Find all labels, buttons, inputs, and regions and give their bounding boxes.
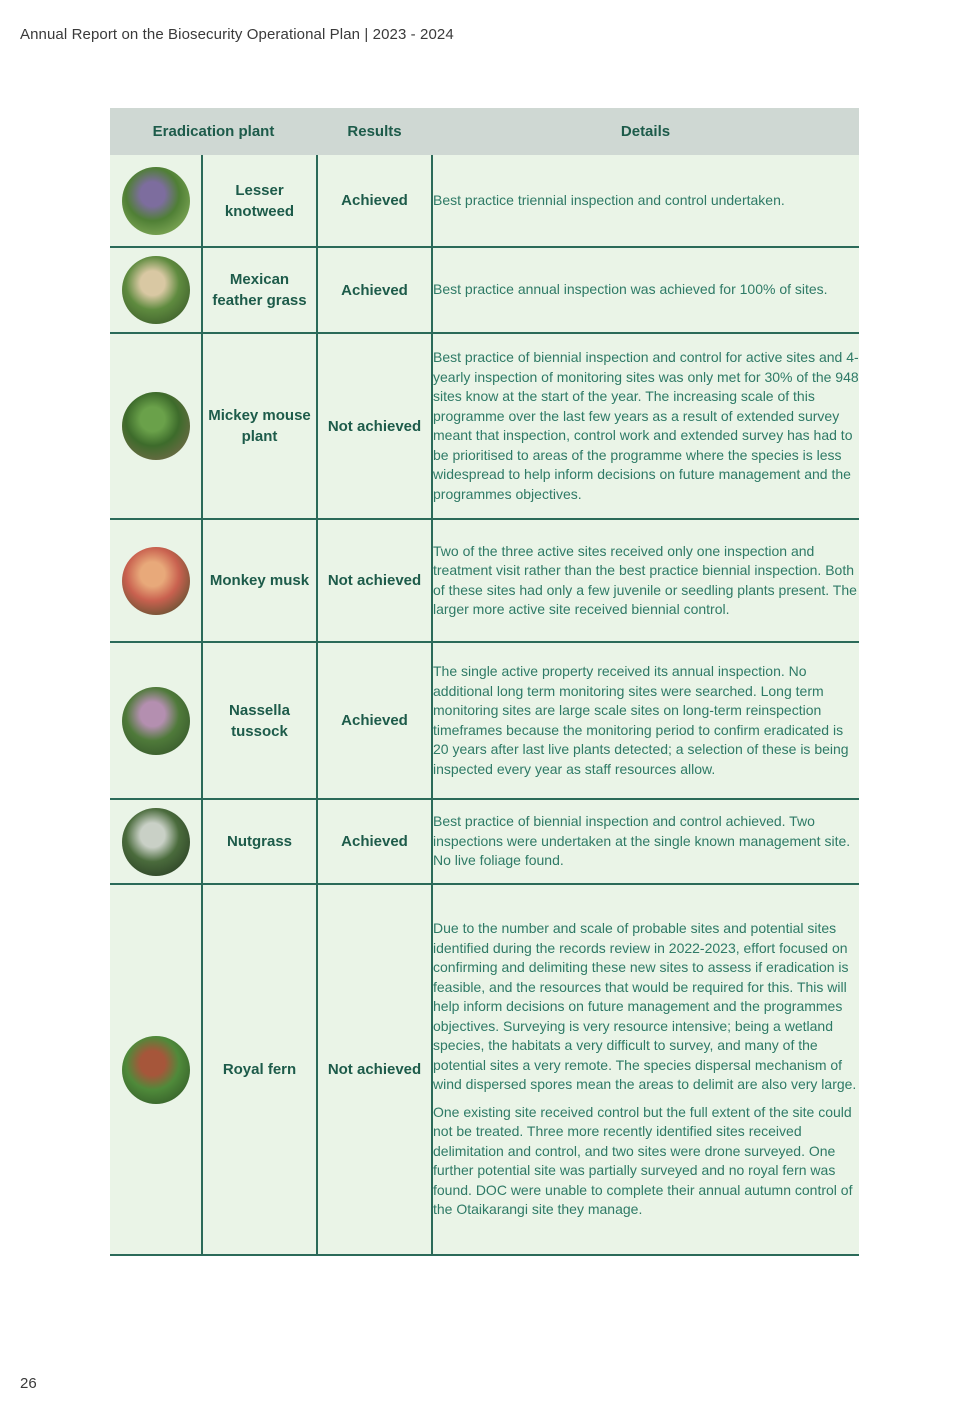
header-results: Results — [317, 108, 432, 155]
header-details: Details — [432, 108, 859, 155]
plant-photo — [122, 1036, 190, 1104]
details-paragraph: Two of the three active sites received only one inspection and treatment visit rather than the best practice biennial inspection. Both of these sites had only a few juvenile or seedling plants present. The larger more active site received biennial control. — [433, 542, 857, 617]
plant-photo — [122, 808, 190, 876]
details-paragraph: Best practice annual inspection was achieved for 100% of sites. — [433, 281, 828, 298]
details-paragraph: Best practice triennial inspection and control undertaken. — [433, 191, 785, 208]
plant-name: Nassella tussock — [202, 642, 317, 799]
table-row — [110, 642, 859, 799]
plant-photo-cell — [110, 155, 202, 247]
eradication-plant-table — [110, 108, 859, 1256]
details-paragraph: Best practice of biennial inspection and control for active sites and 4-yearly inspection of monitoring sites was only met for 30% of the 948 sites know at the start of the year. The increasing scale of this programme over the last few years as a result of extended survey meant that inspection, control work and extended survey has had to be prioritised to areas of the programme where the species is less widespread to help inform decisions on future management and the programmes objectives. — [433, 349, 859, 502]
result-status: Not achieved — [317, 884, 432, 1255]
table-row — [110, 155, 859, 247]
plant-name: Monkey musk — [202, 519, 317, 642]
plant-photo — [122, 167, 190, 235]
details-text — [432, 333, 859, 519]
result-status: Achieved — [317, 247, 432, 333]
plant-photo-cell — [110, 333, 202, 519]
result-status: Achieved — [317, 799, 432, 884]
result-status: Achieved — [317, 155, 432, 247]
table-row — [110, 333, 859, 519]
running-header: Annual Report on the Biosecurity Operational Plan | 2023 - 2024 — [20, 26, 454, 43]
plant-photo — [122, 256, 190, 324]
plant-name: Mexican feather grass — [202, 247, 317, 333]
details-text — [432, 884, 859, 1255]
table-row — [110, 247, 859, 333]
details-paragraph: One existing site received control but the full extent of the site could not be treated. Three more recently identified sites received delimitation and control, and two sites were drone surveyed. One further potential site was partially surveyed and no royal fern was found. DOC were unable to complete their annual autumn control of the Otaikarangi site they manage. — [433, 1103, 853, 1218]
page-number: 26 — [20, 1375, 37, 1392]
plant-name: Mickey mouse plant — [202, 333, 317, 519]
plant-photo — [122, 392, 190, 460]
details-paragraph: Best practice of biennial inspection and control achieved. Two inspections were undertaken at the single known management site. No live foliage found. — [433, 813, 851, 869]
plant-name: Royal fern — [202, 884, 317, 1255]
details-paragraph: The single active property received its annual inspection. No additional long term monitoring sites were searched. Long term monitoring sites are large scale sites on long-term reinspection timeframes because the monitoring period to confirm eradicated is 20 years after last live plants detected; a selection of these is being inspected every year as staff resources allow. — [433, 663, 849, 777]
plant-photo-cell — [110, 519, 202, 642]
details-text — [432, 155, 859, 247]
table-row — [110, 884, 859, 1255]
table-row — [110, 799, 859, 884]
plant-name: Nutgrass — [202, 799, 317, 884]
table-row — [110, 519, 859, 642]
table-header-row — [110, 108, 859, 155]
plant-name: Lesser knotweed — [202, 155, 317, 247]
plant-photo-cell — [110, 247, 202, 333]
result-status: Not achieved — [317, 519, 432, 642]
plant-photo-cell — [110, 642, 202, 799]
header-eradication-plant: Eradication plant — [110, 108, 317, 155]
plant-photo-cell — [110, 799, 202, 884]
plant-photo — [122, 547, 190, 615]
details-text — [432, 799, 859, 884]
details-text — [432, 519, 859, 642]
plant-photo — [122, 687, 190, 755]
plant-photo-cell — [110, 884, 202, 1255]
result-status: Not achieved — [317, 333, 432, 519]
details-text — [432, 247, 859, 333]
details-text — [432, 642, 859, 799]
result-status: Achieved — [317, 642, 432, 799]
details-paragraph: Due to the number and scale of probable sites and potential sites identified during the records review in 2022-2023, effort focused on confirming and delimiting these new sites to assess if eradication is feasible, and the resources that would be required for this. This will help inform decisions on future management and the programmes objectives. Surveying is very resource intensive; being a wetland species, the habitats a very difficult to survey, and many of the potential sites a very remote. The species dispersal mechanism of wind dispersed spores mean the areas to delimit are also very large. — [433, 920, 857, 1093]
